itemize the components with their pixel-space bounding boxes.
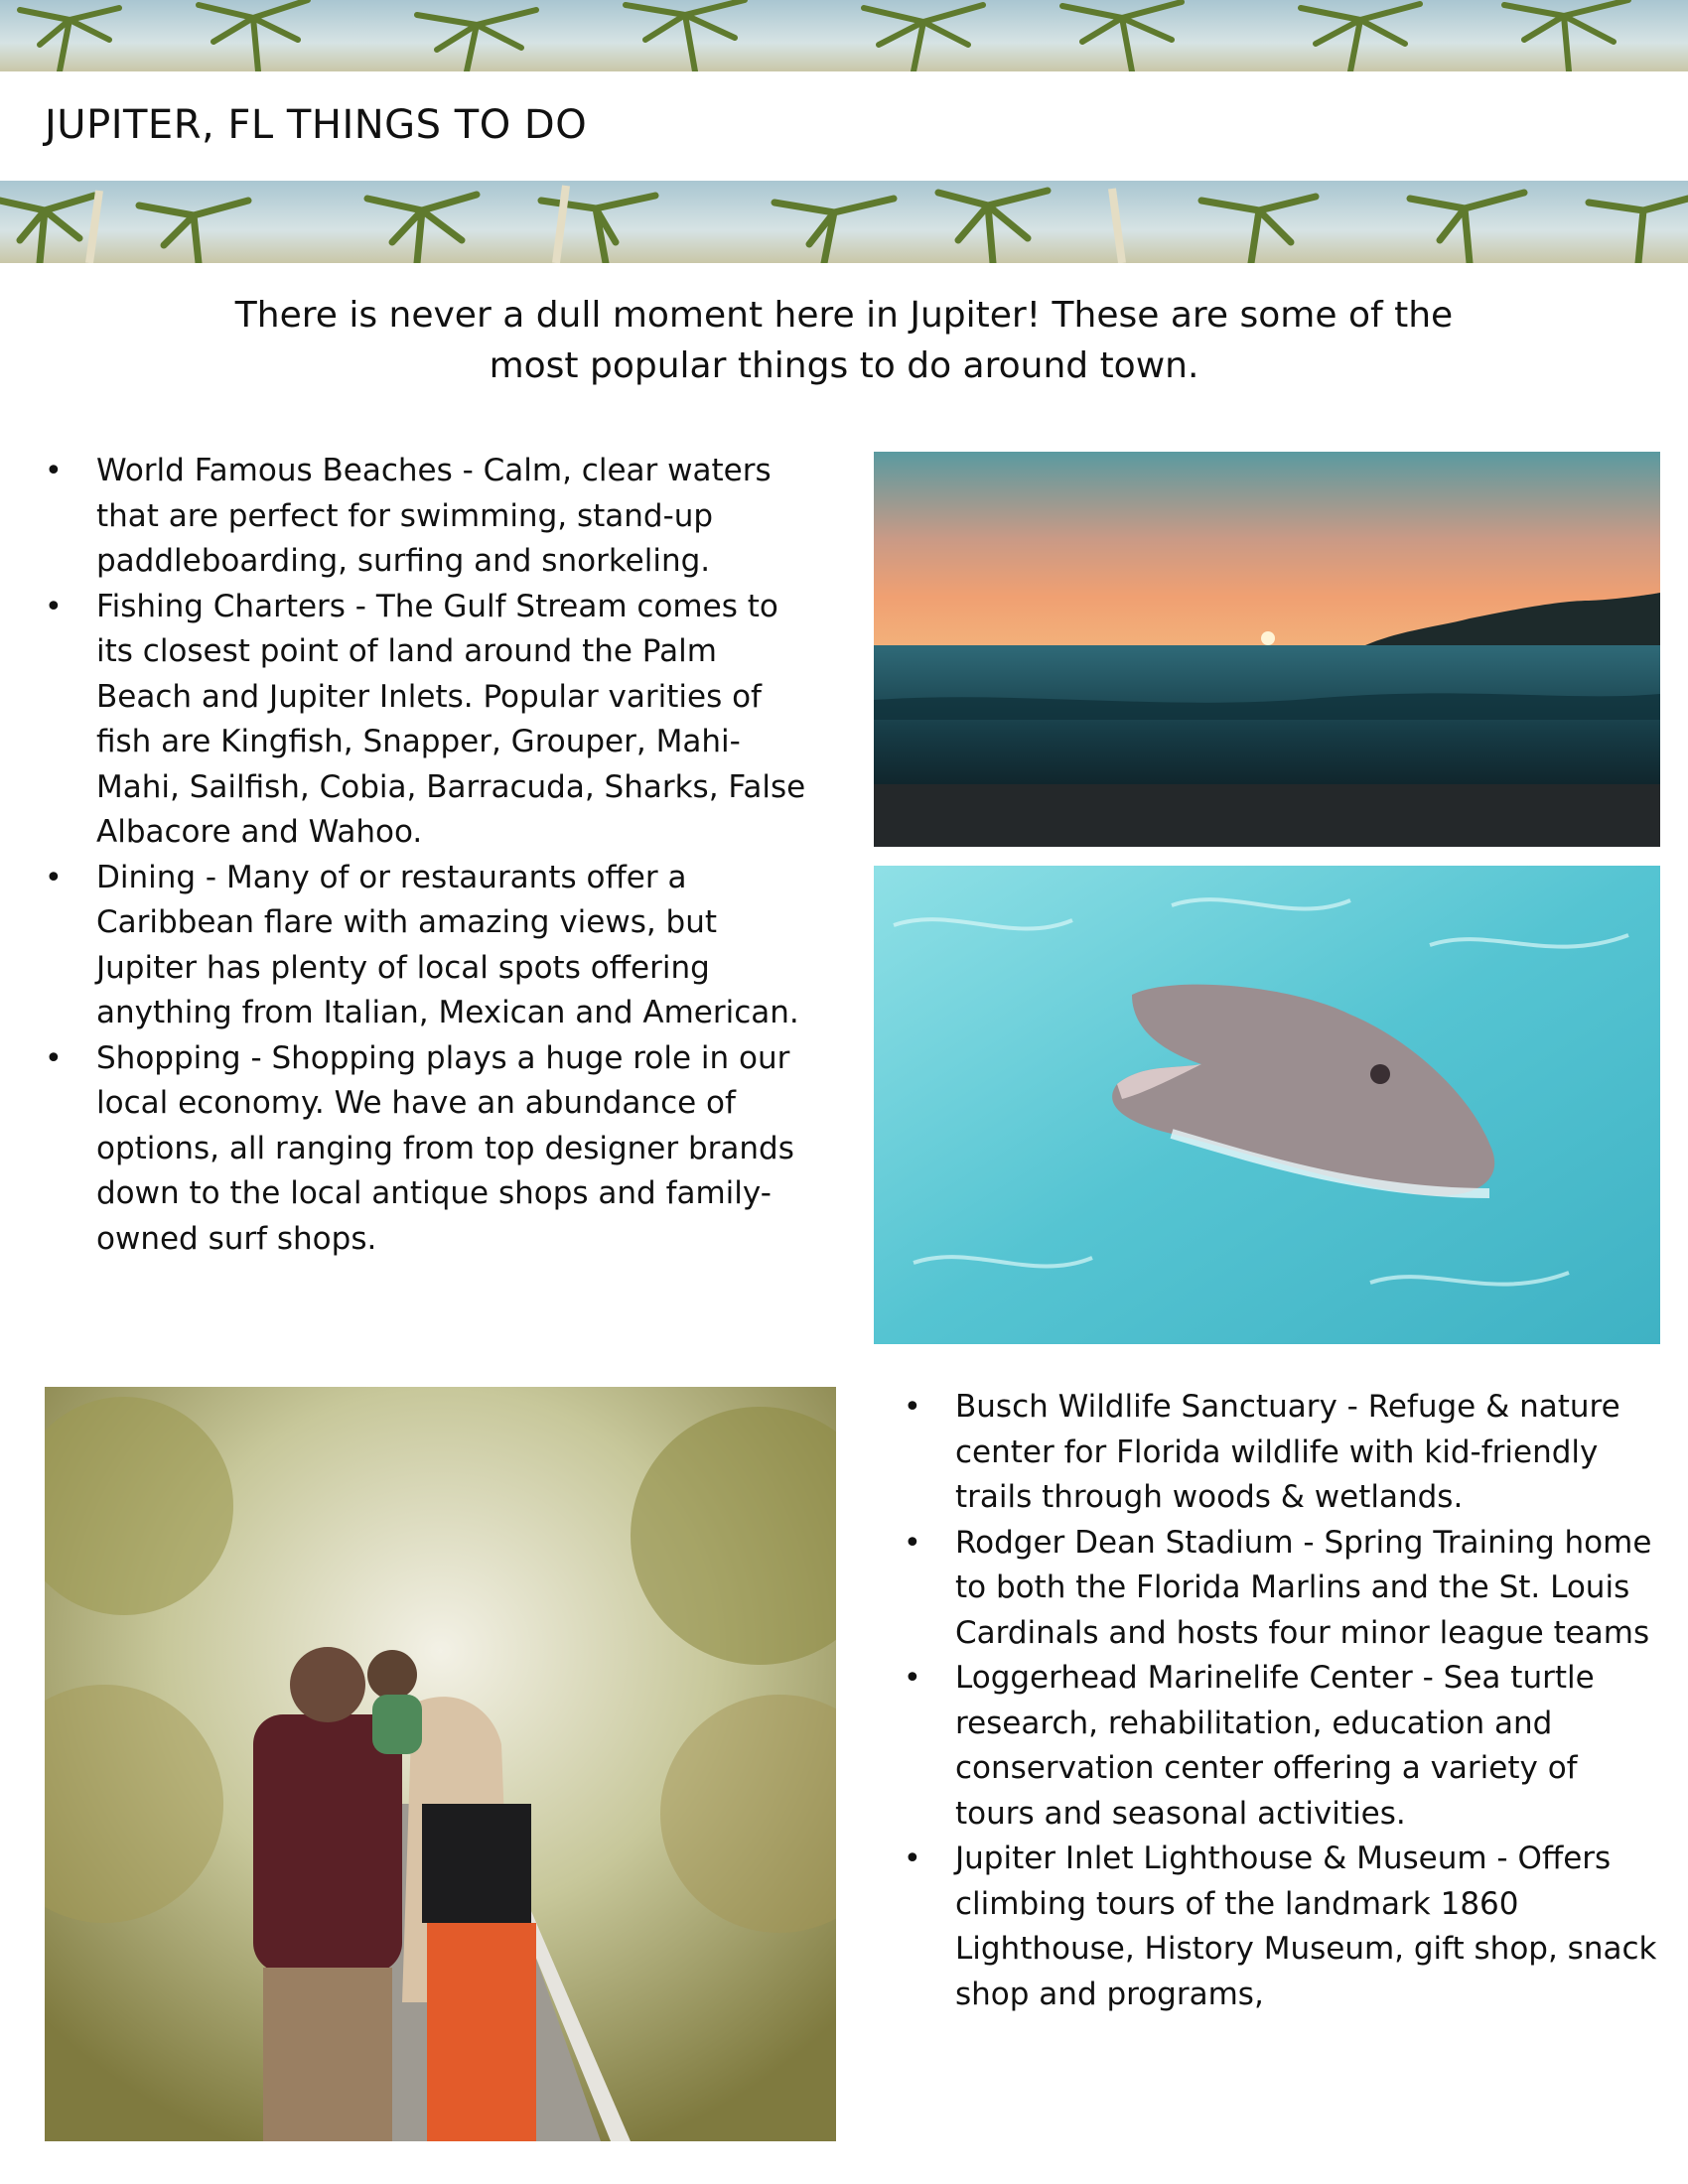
list-item: • Loggerhead Marinelife Center - Sea turtle research, rehabilitation, education and conservation center offering a variety of tours and seasonal activities. [904,1656,1658,1837]
palm-banner-bottom [0,181,1688,263]
dolphin-photo [874,866,1660,1344]
list-item: • World Famous Beaches - Calm, clear waters that are perfect for swimming, stand-up paddleboarding, surfing and snorkeling. [45,449,819,585]
list-item: • Rodger Dean Stadium - Spring Training home to both the Florida Marlins and the St. Louis Cardinals and hosts four minor league teams [904,1521,1658,1657]
palm-trees-image [0,0,1688,71]
list-item: • Shopping - Shopping plays a huge role in our local economy. We have an abundance of options, all ranging from top designer brands down to the local antique shops and family-owned surf shops. [45,1036,819,1263]
intro-text: There is never a dull moment here in Jupiter! These are some of the most popular things to do around town. [234,295,1454,386]
attractions-list-left [45,449,819,1262]
list-item: • Busch Wildlife Sanctuary - Refuge & nature center for Florida wildlife with kid-friendly trails through woods & wetlands. [904,1385,1658,1521]
family-walking-photo [45,1387,836,2141]
attractions-list-right [904,1385,1658,2017]
palm-trees-image [0,181,1688,263]
list-item: • Jupiter Inlet Lighthouse & Museum - Offers climbing tours of the landmark 1860 Lighthouse, History Museum, gift shop, snack shop and programs, [904,1837,1658,2017]
sunset-beach-photo [874,452,1660,847]
list-item: • Fishing Charters - The Gulf Stream comes to its closest point of land around the Palm Beach and Jupiter Inlets. Popular varities of fish are Kingfish, Snapper, Grouper, Mahi-Mahi, Sailfish, Cobia, Barracuda, Sharks, False Albacore and Wahoo. [45,585,819,856]
list-item: • Dining - Many of or restaurants offer a Caribbean flare with amazing views, but Jupiter has plenty of local spots offering anything from Italian, Mexican and American. [45,856,819,1036]
palm-banner-top [0,0,1688,71]
page-title: JUPITER, FL THINGS TO DO [45,102,588,148]
